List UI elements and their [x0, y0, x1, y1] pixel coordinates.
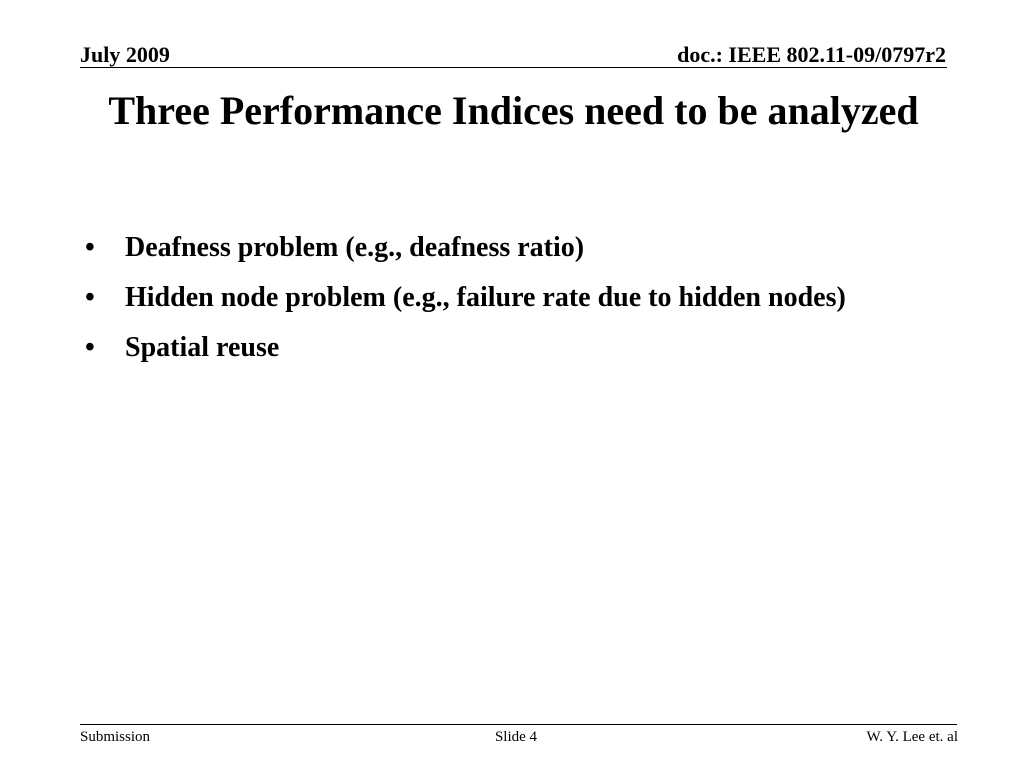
footer-divider	[80, 724, 957, 725]
header-doc-id: doc.: IEEE 802.11-09/0797r2	[677, 42, 946, 67]
bullet-text: Deafness problem (e.g., deafness ratio)	[125, 232, 585, 263]
bullet-marker: •	[85, 282, 95, 313]
slide-title: Three Performance Indices need to be analyzed	[108, 88, 919, 133]
bullet-text: Spatial reuse	[125, 332, 280, 363]
bullet-list	[85, 228, 915, 378]
footer-submission: Submission	[80, 729, 151, 745]
bullet-marker: •	[85, 232, 95, 263]
bullet-marker: •	[85, 332, 95, 363]
bullet-item	[85, 278, 915, 318]
footer-slide-number: Slide 4	[494, 729, 538, 745]
header-divider	[80, 67, 947, 68]
header-date: July 2009	[80, 42, 170, 67]
bullet-text: Hidden node problem (e.g., failure rate due to hidden nodes)	[125, 282, 846, 313]
footer-author: W. Y. Lee et. al	[866, 729, 958, 745]
bullet-item	[85, 228, 915, 268]
bullet-item	[85, 328, 915, 368]
